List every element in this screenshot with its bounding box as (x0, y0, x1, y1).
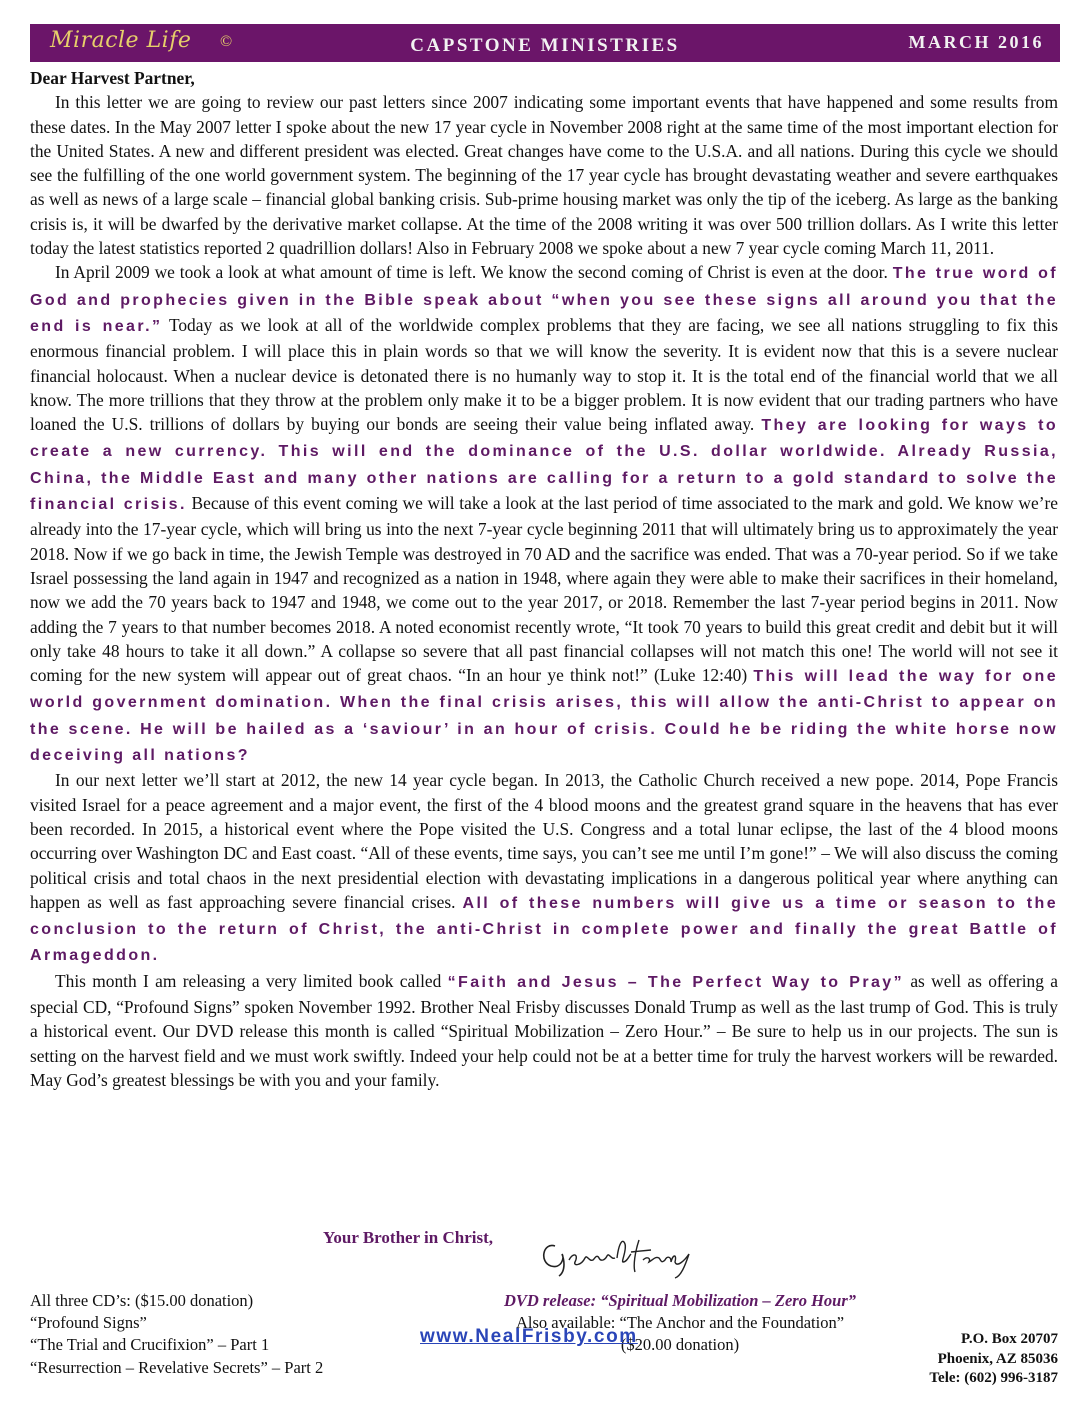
copyright-mark: © (220, 33, 233, 50)
header-banner (30, 24, 1060, 62)
cd-offer-line: “Resurrection – Revelative Secrets” – Part 2 (30, 1357, 324, 1377)
mailing-address (929, 1330, 1058, 1389)
signature (535, 1232, 725, 1285)
paragraph-3 (30, 768, 1058, 968)
organization-name: CAPSTONE MINISTRIES (410, 35, 680, 56)
book-title: “Faith and Jesus – The Perfect Way to Pray” (447, 973, 904, 991)
cd-offer-line: “The Trial and Crucifixion” – Part 1 (30, 1335, 270, 1355)
letter-body (30, 66, 1058, 1092)
cd-offer (30, 1290, 323, 1379)
address-line: Phoenix, AZ 85036 (937, 1350, 1058, 1367)
p3-text-a: In our next letter we’ll start at 2012, the new 14 year cycle began. In 2013, the Catholic Church received a new pope. 2014, Pope Francis visited Israel for a peace agreement and a major event, the first of the 4 blood moons and the greatest grand square in the heavens that has ever been recorded. In 2015, a historical event where the Pope visited the U.S. Congress and a total lunar eclipse, the last of the 4 blood moons occurring over Washington DC and East coast. “All of these events, time says, you can’t see me until I’m gone!” – We will also discuss the coming political crisis and total chaos in the next presidential election with devastating implications in a dangerous political year where anything can happen as well as fast approaching severe financial crises. (30, 770, 1058, 912)
also-available: Also available: “The Anchor and the Foundation” (515, 1313, 845, 1333)
p2-emphasis-currency: They are looking for ways to create a new currency. This will end the dominance of the U.S. dollar worldwide. Already Russia, China, the Middle East and many other nations are calling for a return to a gold standard to solve the financial crisis. (30, 417, 1059, 514)
p2-emphasis-prophecy: The true word of God and prophecies given in the Bible speak about “when you see these signs all around you that the end is near.” (30, 265, 1058, 335)
p2-text-a: In April 2009 we took a look at what amount of time is left. We know the second coming of Christ is even at the door. (55, 262, 893, 283)
salutation: Dear Harvest Partner, (30, 68, 195, 88)
p2-emphasis-government: This will lead the way for one world government domination. When the final crisis arises, this will allow the anti-Christ to appear on the scene. He will be hailed as a ‘saviour’ in an hour of crisis. Could he be riding the white horse now deceiving all nations? (30, 668, 1058, 765)
cd-offer-line: All three CD’s: ($15.00 donation) (30, 1291, 254, 1310)
signature-icon (535, 1232, 725, 1280)
p2-text-e: Because of this event coming we will take a look at the last period of time associated to the mark and gold. We know we’re already into the 17-year cycle, which will bring us into the next 7-year cycle beginning 2011 that will ultimately bring us to approximately the year 2018. Now if we go back in time, the Jewish Temple was destroyed in 70 AD and the sacrifice was ended. That was a 70-year period. So if we take Israel possessing the land again in 1947 and recognized as a nation in 1948, where again they were able to make their sacrifices in their homeland, now we add the 70 years back to 1947 and 1948, we come out to the year 2017, or 2018. Remember the last 7-year period begins in 2011. Now adding the 7 years to that number becomes 2018. A noted economist recently wrote, “It took 70 years to build this great credit and debit but it will only take 48 hours to take it all down.” A collapse so severe that all past financial collapses will not match this one! The world will not see it coming for the new system will appear out of great chaos. “In an hour ye think not!” (Luke 12:40) (30, 493, 1058, 686)
p2-text-c: Today as we look at all of the worldwide complex problems that they are facing, we see all nations struggling to fix this enormous financial problem. I will place this in plain words so that we will know the severity. It is evident now that this is a severe nuclear financial holocaust. When a nuclear device is detonated there is no humanly way to stop it. It is the total end of the financial world that we all know. The more trillions that they throw at the problem only make it to be a bigger problem. It is now evident that our trading partners who have loaned the U.S. trillions of dollars by buying our bonds are seeing their value being inflated away. (30, 314, 1058, 435)
p4-text-c: as well as offering a special CD, “Profound Signs” spoken November 1992. Brother Neal Frisby discusses Donald Trump as well as the last trump of God. This is truly a historical event. Our DVD release this month is called “Spiritual Mobilization – Zero Hour.” – Be sure to help us in our projects. The sun is setting on the harvest field and we must work swiftly. Indeed your help could not be at a better time for truly the harvest workers will be rewarded. May God’s greatest blessings be with you and your family. (30, 970, 1058, 1090)
p3-emphasis-numbers: All of these numbers will give us a time or season to the conclusion to the return of Christ, the anti-Christ in complete power and finally the great Battle of Armageddon. (30, 894, 1058, 965)
p4-text-a: This month I am releasing a very limited book called (55, 970, 448, 991)
closing-line: Your Brother in Christ, (323, 1228, 494, 1247)
logo: Miracle Life (50, 28, 192, 53)
address-line: Tele: (602) 996-3187 (929, 1370, 1058, 1386)
paragraph-4 (30, 969, 1058, 1092)
website-link[interactable]: www.NealFrisby.com (420, 1326, 638, 1347)
address-line: P.O. Box 20707 (961, 1331, 1058, 1347)
paragraph-2 (30, 260, 1058, 768)
cd-offer-line: “Profound Signs” (30, 1313, 147, 1333)
dvd-donation: ($20.00 donation) (620, 1335, 740, 1355)
paragraph-1: In this letter we are going to review our past letters since 2007 indicating some important events that have happened and some results from these dates. In the May 2007 letter I spoke about the new 17 year cycle in November 2008 right at the same time of the most important election for the United States. A new and different president was elected. Great changes have come to the U.S.A. and all nations. During this cycle we should see the fulfilling of the one world government system. The beginning of the 17 year cycle has brought devastating weather and severe earthquakes as well as news of a large scale – financial global banking crisis. Sub-prime housing market was only the tip of the iceberg. As large as the banking crisis is, it will be dwarfed by the derivative market collapse. At the time of the 2008 writing it was over 500 trillion dollars. As I write this letter today the latest statistics reported 2 quadrillion dollars! Also in February 2008 we spoke about a new 7 year cycle coming March 11, 2011. (30, 92, 1058, 259)
issue-date: MARCH 2016 (908, 32, 1044, 52)
dvd-title: DVD release: “Spiritual Mobilization – Zero Hour” (503, 1291, 857, 1310)
